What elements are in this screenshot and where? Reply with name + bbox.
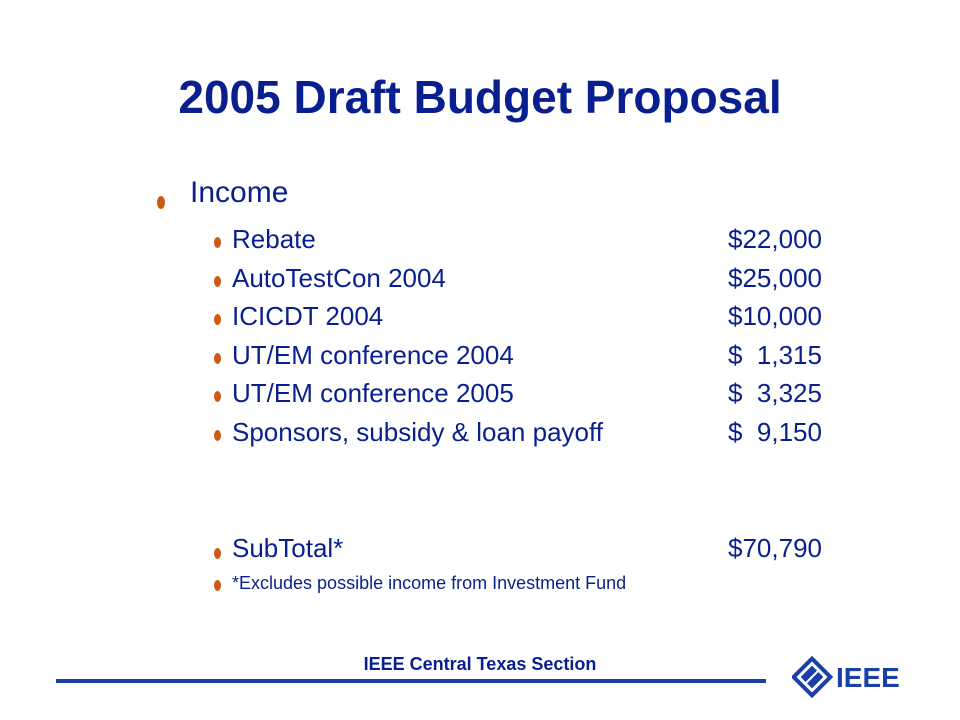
bullet-icon <box>214 276 221 287</box>
footnote: *Excludes possible income from Investment Fund <box>232 573 627 593</box>
income-item-label: UT/EM conference 2004 <box>232 340 514 370</box>
income-item-label: UT/EM conference 2005 <box>232 378 514 408</box>
income-item-label: ICICDT 2004 <box>232 301 384 331</box>
bullet-icon <box>214 548 221 559</box>
income-item-label: Rebate <box>232 224 316 254</box>
income-item-amount: $ 3,325 <box>728 378 822 408</box>
slide-title: 2005 Draft Budget Proposal <box>178 71 782 123</box>
income-heading: Income <box>190 176 289 209</box>
footer-divider <box>56 679 766 683</box>
bullet-icon <box>214 580 221 591</box>
bullet-icon <box>214 430 221 441</box>
income-item-amount: $10,000 <box>728 301 822 331</box>
subtotal-label: SubTotal* <box>232 533 344 563</box>
bullet-icon <box>157 196 165 209</box>
income-item-amount: $ 1,315 <box>728 340 822 370</box>
bullet-icon <box>214 314 221 325</box>
ieee-logo <box>792 656 910 698</box>
income-item-label: AutoTestCon 2004 <box>232 263 446 293</box>
income-item-amount: $ 9,150 <box>728 417 822 447</box>
ieee-logo-text: IEEE <box>836 662 900 693</box>
bullet-icon <box>214 237 221 248</box>
subtotal-amount: $70,790 <box>728 533 822 563</box>
income-item-label: Sponsors, subsidy & loan payoff <box>232 417 603 447</box>
bullet-icon <box>214 391 221 402</box>
income-item-amount: $22,000 <box>728 224 822 254</box>
income-item-amount: $25,000 <box>728 263 822 293</box>
footer-section-name: IEEE Central Texas Section <box>363 654 597 674</box>
bullet-icon <box>214 353 221 364</box>
